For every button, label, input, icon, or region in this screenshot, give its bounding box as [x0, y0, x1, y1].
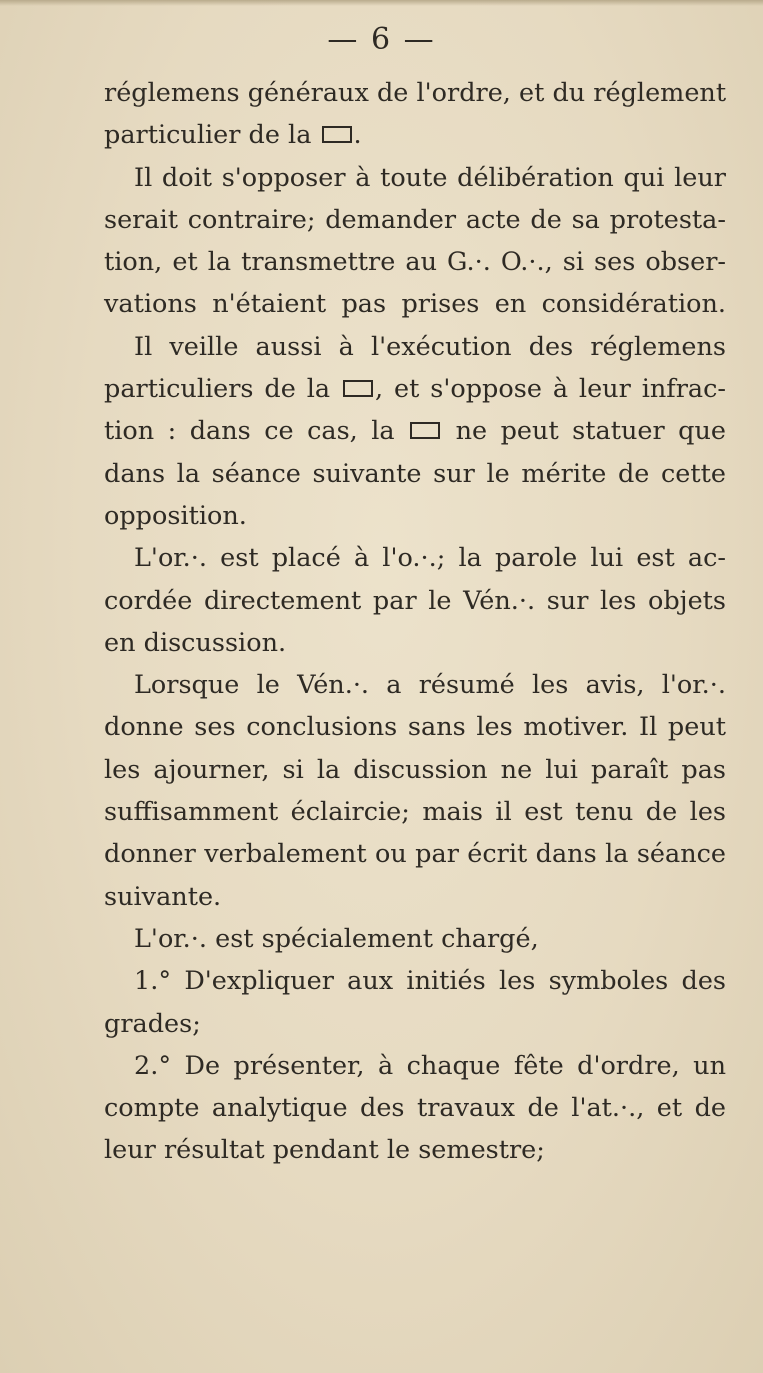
- text-segment: .: [353, 120, 362, 151]
- text-line: leur résultat pendant le semestre;: [104, 1135, 545, 1166]
- page-text-body: [104, 72, 726, 1172]
- text-line: donner verbalement ou par écrit dans la séance: [104, 839, 726, 870]
- text-line: [104, 114, 726, 156]
- text-line: les ajourner, si la discussion ne lui paraît pas: [104, 754, 726, 785]
- text-line: en discussion.: [104, 627, 287, 658]
- text-segment: particuliers de la: [104, 374, 342, 405]
- text-line: compte analytique des travaux de l'at.·., et de: [104, 1093, 726, 1124]
- lodge-symbol-icon: [410, 422, 440, 439]
- text-segment: particulier de la: [104, 120, 320, 151]
- text-segment: ne peut statuer que: [442, 416, 726, 447]
- text-line: grades;: [104, 1008, 201, 1039]
- text-line: suivante.: [104, 881, 222, 912]
- text-line: tion, et la transmettre au G.·. O.·., si ses obser-: [104, 247, 726, 278]
- text-line: dans la séance suivante sur le mérite de cette: [104, 458, 726, 489]
- text-line: serait contraire; demander acte de sa protesta-: [104, 204, 726, 235]
- text-line: Il doit s'opposer à toute délibération qui leur: [134, 162, 726, 193]
- text-line: [104, 410, 726, 452]
- text-segment: tion : dans ce cas, la: [104, 416, 409, 447]
- text-line: cordée directement par le Vén.·. sur les objets: [104, 585, 726, 616]
- text-line: donne ses conclusions sans les motiver. Il peut: [104, 712, 726, 743]
- text-line: Il veille aussi à l'exécution des réglemens: [134, 331, 726, 362]
- text-line: réglemens généraux de l'ordre, et du réglement: [104, 78, 727, 108]
- page-number: — 6 —: [327, 22, 436, 57]
- text-line: Lorsque le Vén.·. a résumé les avis, l'or.·.: [134, 670, 726, 701]
- text-line: 2.° De présenter, à chaque fête d'ordre, un: [134, 1050, 726, 1081]
- text-line: [104, 368, 726, 410]
- text-line: 1.° D'expliquer aux initiés les symboles des: [134, 966, 726, 997]
- lodge-symbol-icon: [343, 380, 373, 397]
- text-line: suffisamment éclaircie; mais il est tenu de les: [104, 797, 726, 828]
- text-segment: , et s'oppose à leur infrac-: [375, 374, 727, 405]
- page-top-edge: [0, 0, 763, 6]
- text-line: vations n'étaient pas prises en considération.: [104, 289, 726, 320]
- lodge-symbol-icon: [322, 126, 352, 143]
- text-line: L'or.·. est spécialement chargé,: [134, 923, 539, 954]
- text-line: L'or.·. est placé à l'o.·.; la parole lui est ac-: [134, 543, 726, 574]
- text-line: opposition.: [104, 500, 247, 531]
